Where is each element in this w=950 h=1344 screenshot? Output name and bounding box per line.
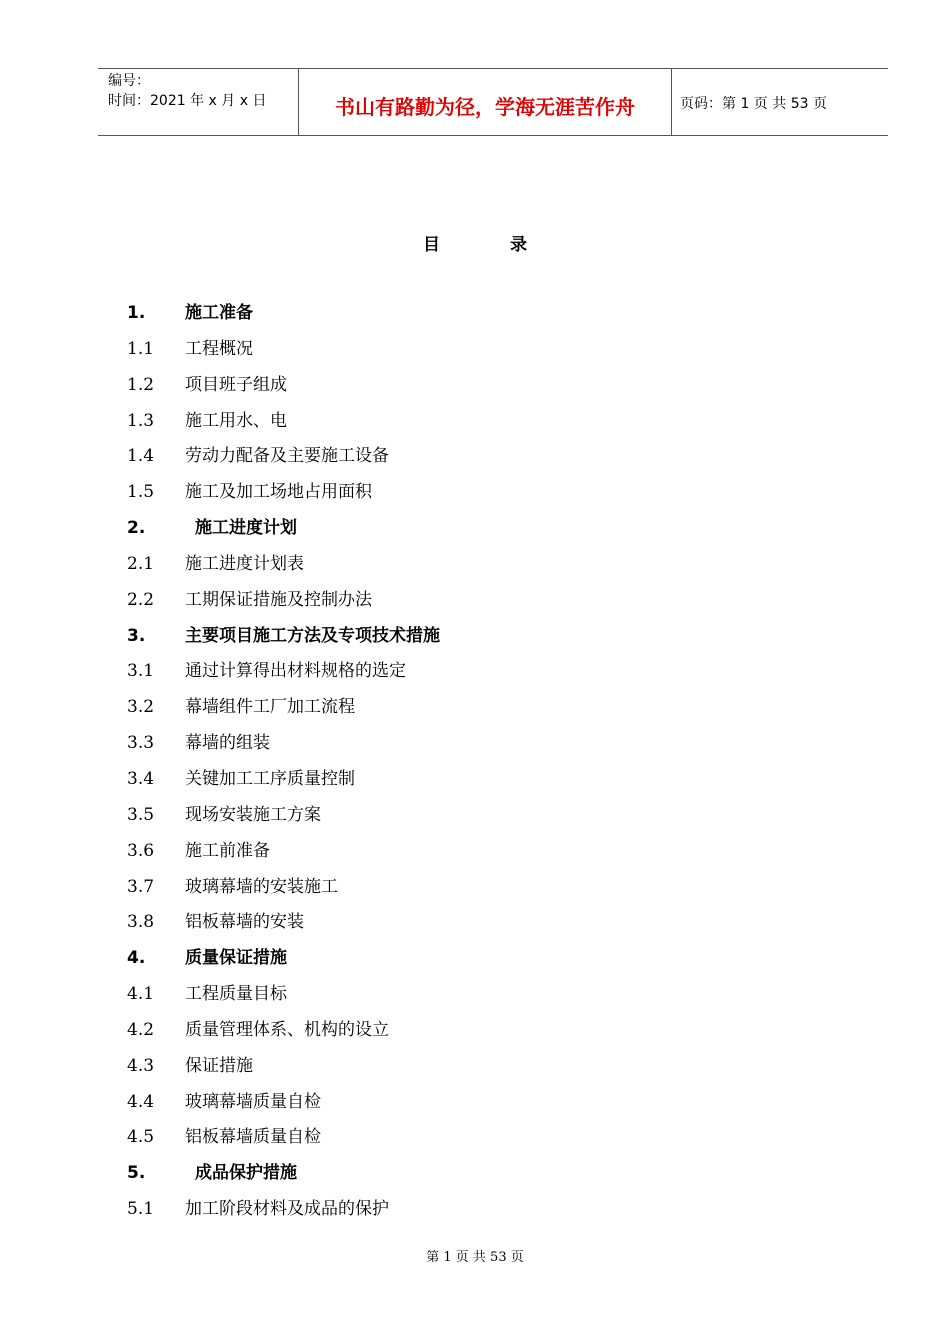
toc-entry[interactable] xyxy=(127,762,827,798)
toc-entry-number: 2.2 xyxy=(127,589,155,610)
toc-entry-text: 工程质量目标 xyxy=(185,984,287,1005)
toc-entry-text: 玻璃幕墙的安装施工 xyxy=(185,876,338,897)
toc-title-part1: 目 xyxy=(423,235,440,255)
serial-label: 编号： xyxy=(108,73,150,89)
toc-entry-number: 1.5 xyxy=(127,482,155,503)
toc-entry[interactable] xyxy=(127,1192,827,1228)
toc-entry-number: 4.2 xyxy=(127,1019,155,1040)
toc-entry-number: 3.3 xyxy=(127,733,155,754)
toc-entry-text: 主要项目施工方法及专项技术措施 xyxy=(185,625,440,646)
toc-entry-number: 4.3 xyxy=(127,1055,155,1076)
toc-entry[interactable] xyxy=(127,870,827,906)
toc-entry-text: 铝板幕墙质量自检 xyxy=(185,1127,321,1148)
toc-entry-number: 3. xyxy=(127,625,146,646)
toc-entry[interactable] xyxy=(127,798,827,834)
toc-entry[interactable] xyxy=(127,404,827,440)
toc-entry-number: 1.4 xyxy=(127,446,155,467)
toc-entry-text: 幕墙组件工厂加工流程 xyxy=(185,697,355,718)
toc-entry-text: 施工前准备 xyxy=(185,840,270,861)
toc-entry-number: 3.8 xyxy=(127,912,155,933)
toc-entry-number: 1.3 xyxy=(127,410,155,431)
toc-title-part2: 录 xyxy=(510,235,527,255)
document-header xyxy=(98,68,888,136)
toc-entry-number: 2.1 xyxy=(127,553,155,574)
toc-entry-number: 2. xyxy=(127,518,146,539)
toc-entry[interactable] xyxy=(127,511,827,547)
toc-entry-text: 工程概况 xyxy=(185,338,253,359)
toc-entry[interactable] xyxy=(127,1049,827,1085)
toc-entry[interactable] xyxy=(127,368,827,404)
toc-entry-number: 3.7 xyxy=(127,876,155,897)
toc-entry-number: 4.5 xyxy=(127,1127,155,1148)
toc-entry[interactable] xyxy=(127,905,827,941)
toc-entry-text: 铝板幕墙的安装 xyxy=(185,912,304,933)
header-meta-cell xyxy=(98,69,299,135)
toc-entry[interactable] xyxy=(127,941,827,977)
toc-entry[interactable] xyxy=(127,475,827,511)
toc-entry[interactable] xyxy=(127,654,827,690)
toc-entry-number: 4. xyxy=(127,948,146,969)
toc-entry-text: 施工准备 xyxy=(185,303,253,323)
toc-entry[interactable] xyxy=(127,619,827,655)
toc-entry-text: 质量管理体系、机构的设立 xyxy=(185,1019,389,1040)
toc-entry-text: 劳动力配备及主要施工设备 xyxy=(185,446,389,467)
toc-entry[interactable] xyxy=(127,977,827,1013)
toc-title xyxy=(0,230,950,255)
toc-entry[interactable] xyxy=(127,583,827,619)
toc-entry-number: 1.2 xyxy=(127,374,155,395)
toc-entry-text: 加工阶段材料及成品的保护 xyxy=(185,1199,389,1220)
toc-entry-text: 关键加工工序质量控制 xyxy=(185,768,355,789)
toc-entry-number: 1.1 xyxy=(127,338,155,359)
toc-entry-text: 幕墙的组装 xyxy=(185,733,270,754)
toc-entry[interactable] xyxy=(127,690,827,726)
header-motto-cell xyxy=(299,69,672,135)
toc-entry-text: 施工进度计划表 xyxy=(185,553,304,574)
toc-entry-text: 施工用水、电 xyxy=(185,410,287,431)
toc-entry[interactable] xyxy=(127,1085,827,1121)
toc-entry[interactable] xyxy=(127,547,827,583)
toc-entry-text: 项目班子组成 xyxy=(185,374,287,395)
toc-entry-number: 3.4 xyxy=(127,768,155,789)
toc-entry-text: 质量保证措施 xyxy=(185,948,287,969)
toc-entry-text: 现场安装施工方案 xyxy=(185,804,321,825)
toc-entry-number: 3.5 xyxy=(127,804,155,825)
toc-entry[interactable] xyxy=(127,332,827,368)
toc-entry[interactable] xyxy=(127,1013,827,1049)
time-label: 时间：2021 年 x 月 x 日 xyxy=(108,93,267,109)
toc-entry-text: 保证措施 xyxy=(185,1055,253,1076)
toc-entry-text: 玻璃幕墙质量自检 xyxy=(185,1091,321,1112)
toc-entry-text: 成品保护措施 xyxy=(195,1163,297,1184)
toc-entry-number: 3.1 xyxy=(127,661,155,682)
toc-entry[interactable] xyxy=(127,1156,827,1192)
toc-entry-number: 4.4 xyxy=(127,1091,155,1112)
header-page-info: 页码：第 1 页 共 53 页 xyxy=(680,96,827,112)
toc-entry-text: 施工及加工场地占用面积 xyxy=(185,482,372,503)
toc-entry-number: 5. xyxy=(127,1163,146,1184)
toc-entry[interactable] xyxy=(127,726,827,762)
header-page-cell xyxy=(672,69,888,135)
toc-entry-number: 1. xyxy=(127,303,146,323)
page-footer: 第 1 页 共 53 页 xyxy=(426,1250,524,1265)
table-of-contents xyxy=(127,296,827,1228)
toc-entry-text: 通过计算得出材料规格的选定 xyxy=(185,661,406,682)
toc-entry[interactable] xyxy=(127,296,827,332)
toc-entry[interactable] xyxy=(127,439,827,475)
toc-entry-number: 4.1 xyxy=(127,984,155,1005)
toc-entry[interactable] xyxy=(127,1120,827,1156)
toc-entry-number: 3.2 xyxy=(127,697,155,718)
toc-entry-text: 施工进度计划 xyxy=(195,518,297,539)
toc-entry-text: 工期保证措施及控制办法 xyxy=(185,589,372,610)
toc-entry-number: 3.6 xyxy=(127,840,155,861)
toc-entry[interactable] xyxy=(127,834,827,870)
toc-entry-number: 5.1 xyxy=(127,1199,155,1220)
motto-text: 书山有路勤为径，学海无涯苦作舟 xyxy=(335,95,635,119)
